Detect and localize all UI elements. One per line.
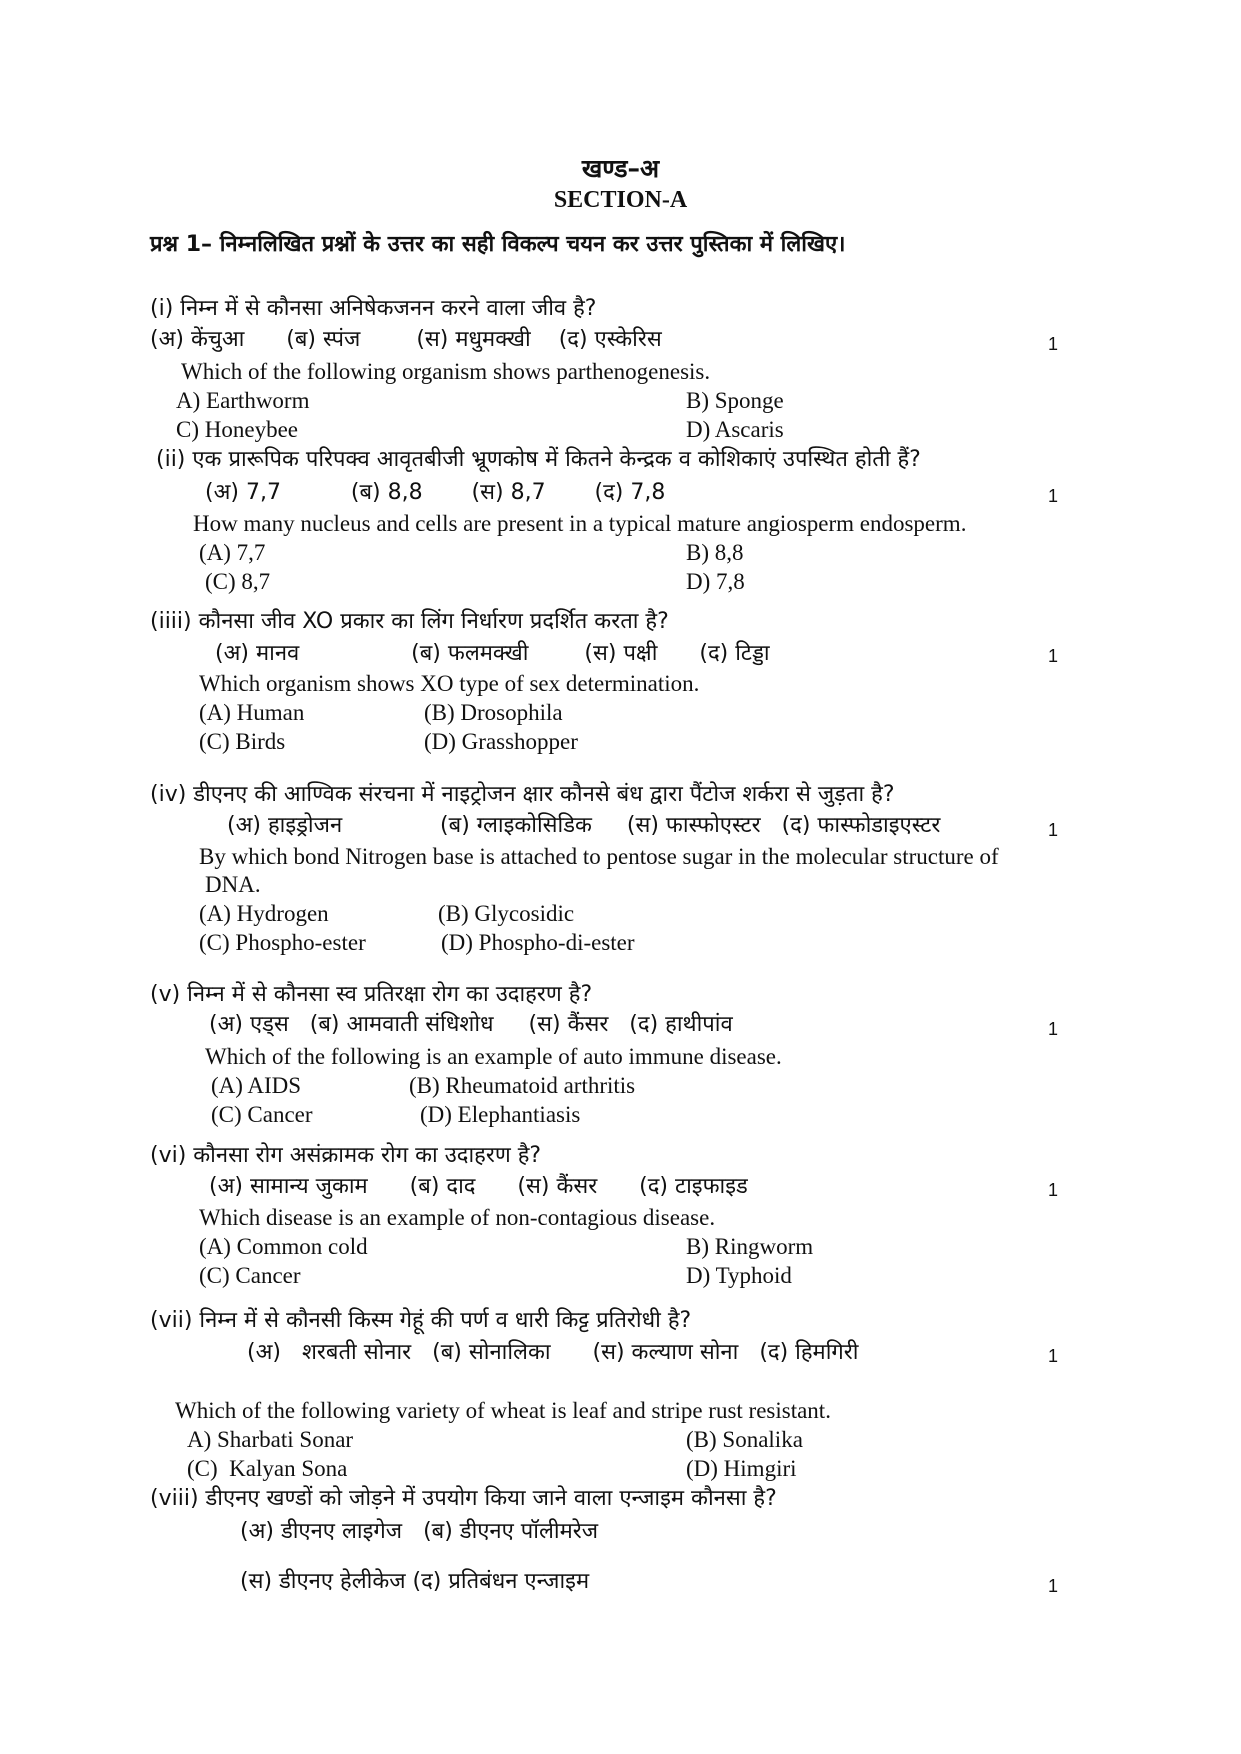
q3-option-b: (B) Drosophila: [424, 700, 563, 725]
q4-option-c: (C) Phospho-ester: [199, 930, 366, 955]
question-instruction: प्रश्न 1– निम्नलिखित प्रश्नों के उत्तर का सही विकल्प चयन कर उत्तर पुस्तिका में लिखिए।: [150, 232, 846, 257]
q5-option-c: (C) Cancer: [211, 1102, 313, 1127]
q2-option-c: (C) 8,7: [205, 569, 271, 594]
q7-hindi-options: (अ) शरबती सोनार (ब) सोनालिका (स) कल्याण सोना (द) हिमगिरी: [247, 1340, 859, 1365]
q8-hindi: (viii) डीएनए खण्डों को जोड़ने में उपयोग किया जाने वाला एन्जाइम कौनसा है?: [150, 1486, 777, 1511]
section-title-english: SECTION-A: [553, 187, 688, 213]
q4-english-line2: DNA.: [205, 872, 261, 897]
q7-english: Which of the following variety of wheat is leaf and stripe rust resistant.: [175, 1398, 831, 1423]
q5-option-d: (D) Elephantiasis: [420, 1102, 581, 1127]
q5-hindi-options: (अ) एड्स (ब) आमवाती संधिशोध (स) कैंसर (द) हाथीपांव: [209, 1012, 733, 1037]
q5-option-a: (A) AIDS: [211, 1073, 302, 1098]
q4-option-d: (D) Phospho-di-ester: [441, 930, 635, 955]
section-title-hindi: खण्ड–अ: [581, 154, 660, 183]
q5-hindi: (v) निम्न में से कौनसा स्व प्रतिरक्षा रोग का उदाहरण है?: [150, 982, 593, 1007]
q8-hindi-options-line1: (अ) डीएनए लाइगेज (ब) डीएनए पॉलीमरेज: [240, 1519, 599, 1544]
q4-option-a: (A) Hydrogen: [199, 901, 329, 926]
q4-hindi: (iv) डीएनए की आण्विक संरचना में नाइट्रोजन क्षार कौनसे बंध द्वारा पैंटोज शर्करा से जुड़ता है?: [150, 782, 895, 807]
q6-option-d: D) Typhoid: [686, 1263, 792, 1288]
q7-option-b: (B) Sonalika: [686, 1427, 803, 1452]
q4-option-b: (B) Glycosidic: [438, 901, 575, 926]
q3-option-d: (D) Grasshopper: [424, 729, 578, 754]
q6-option-a: (A) Common cold: [199, 1234, 368, 1259]
q2-option-b: B) 8,8: [686, 540, 744, 565]
q1-option-d: D) Ascaris: [686, 417, 784, 442]
q6-hindi: (vi) कौनसा रोग असंक्रामक रोग का उदाहरण है?: [150, 1143, 542, 1168]
q7-option-d: (D) Himgiri: [686, 1456, 797, 1481]
q1-option-b: B) Sponge: [686, 388, 784, 413]
q5-marks: 1: [1048, 1019, 1059, 1039]
q1-hindi-options: (अ) केंचुआ (ब) स्पंज (स) मधुमक्खी (द) एस्केरिस: [150, 327, 662, 352]
q1-marks: 1: [1048, 334, 1059, 354]
q1-hindi: (i) निम्न में से कौनसा अनिषेकजनन करने वाला जीव है?: [150, 296, 597, 321]
q4-english-line1: By which bond Nitrogen base is attached to pentose sugar in the molecular structure of: [199, 844, 999, 869]
q6-marks: 1: [1048, 1180, 1059, 1200]
q3-option-c: (C) Birds: [199, 729, 286, 754]
q4-hindi-options: (अ) हाइड्रोजन (ब) ग्लाइकोसिडिक (स) फास्फोएस्टर (द) फास्फोडाइएस्टर: [227, 813, 941, 838]
q2-hindi-options: (अ) 7,7 (ब) 8,8 (स) 8,7 (द) 7,8: [205, 480, 666, 505]
q3-hindi: (iiii) कौनसा जीव XO प्रकार का लिंग निर्धारण प्रदर्शित करता है?: [150, 609, 669, 634]
q1-option-c: C) Honeybee: [176, 417, 298, 442]
q2-english: How many nucleus and cells are present in a typical mature angiosperm endosperm.: [193, 511, 967, 536]
q3-english: Which organism shows XO type of sex determination.: [199, 671, 700, 696]
q1-option-a: A) Earthworm: [176, 388, 310, 413]
q8-marks: 1: [1048, 1576, 1059, 1596]
q2-option-d: D) 7,8: [686, 569, 745, 594]
q2-hindi: (ii) एक प्रारूपिक परिपक्व आवृतबीजी भ्रूणकोष में कितने केन्द्रक व कोशिकाएं उपस्थित होती हैं?: [156, 447, 921, 472]
q6-hindi-options: (अ) सामान्य जुकाम (ब) दाद (स) कैंसर (द) टाइफाइड: [209, 1174, 748, 1199]
q3-marks: 1: [1048, 646, 1059, 666]
q2-marks: 1: [1048, 486, 1059, 506]
q1-english: Which of the following organism shows parthenogenesis.: [181, 359, 711, 384]
q7-option-a: A) Sharbati Sonar: [187, 1427, 354, 1452]
q3-hindi-options: (अ) मानव (ब) फलमक्खी (स) पक्षी (द) टिड्डा: [215, 641, 770, 666]
q2-option-a: (A) 7,7: [199, 540, 266, 565]
q4-marks: 1: [1048, 820, 1059, 840]
q6-option-c: (C) Cancer: [199, 1263, 301, 1288]
q6-option-b: B) Ringworm: [686, 1234, 814, 1259]
q6-english: Which disease is an example of non-contagious disease.: [199, 1205, 716, 1230]
q7-marks: 1: [1048, 1346, 1059, 1366]
q8-hindi-options-line2: (स) डीएनए हेलीकेज (द) प्रतिबंधन एन्जाइम: [240, 1569, 590, 1594]
q7-option-c: (C) Kalyan Sona: [187, 1456, 348, 1481]
q7-hindi: (vii) निम्न में से कौनसी किस्म गेहूं की पर्ण व धारी किट्ट प्रतिरोधी है?: [150, 1308, 692, 1333]
q5-english: Which of the following is an example of auto immune disease.: [205, 1044, 782, 1069]
q3-option-a: (A) Human: [199, 700, 305, 725]
q5-option-b: (B) Rheumatoid arthritis: [409, 1073, 636, 1098]
